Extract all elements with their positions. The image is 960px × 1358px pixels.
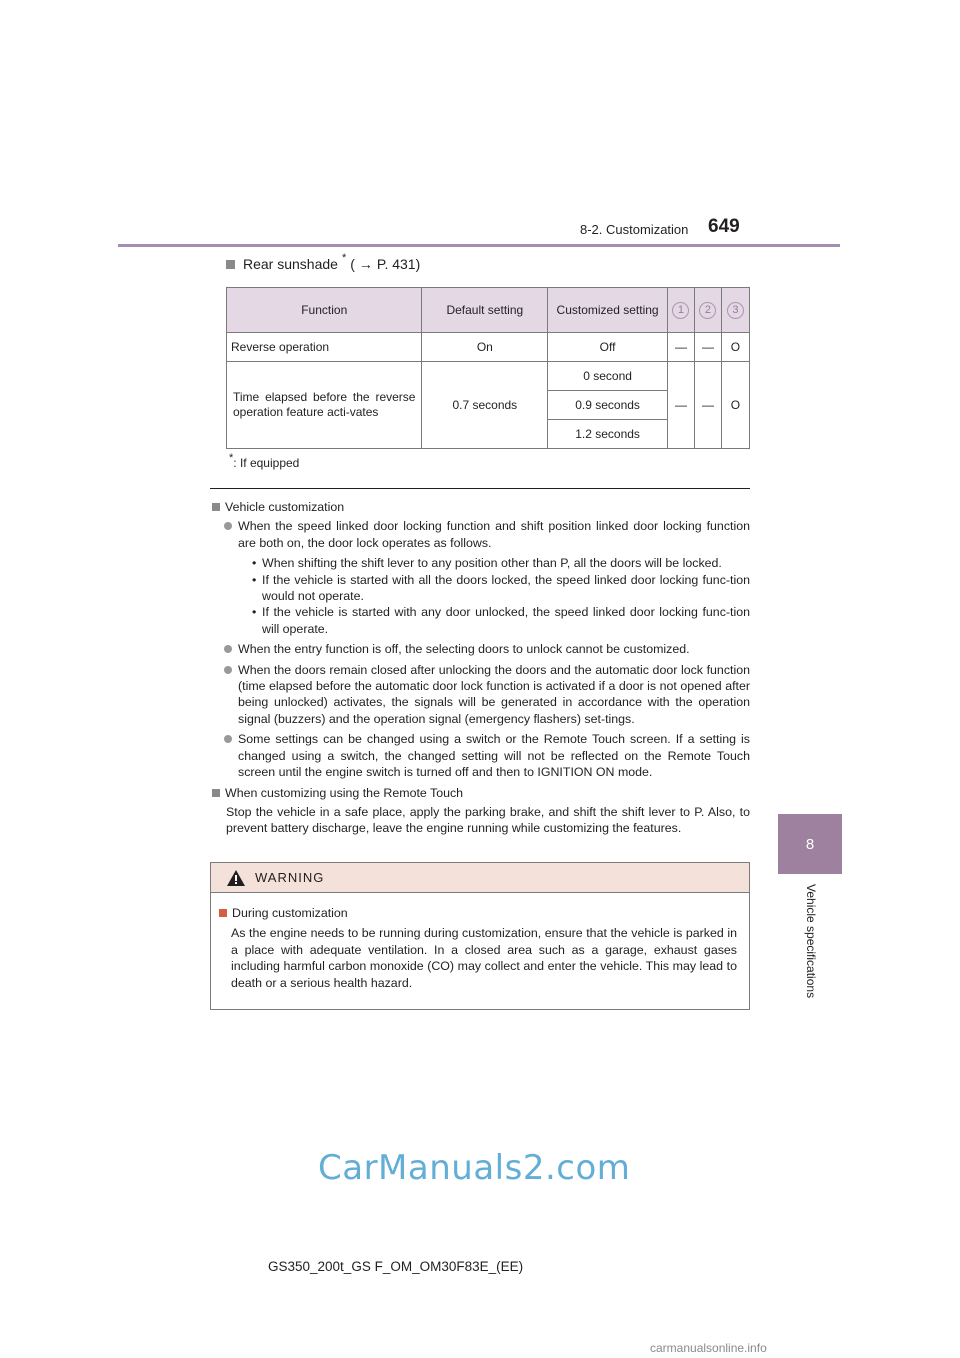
sub-bullet-icon: • [252, 605, 257, 620]
bullet-text: Some settings can be changed using a switch or the Remote Touch screen. If a setting is changed using a switch, the changed setting will not be reflected on the Remote Touch screen until the engine switch is turned off and then to IGNITION ON mode. [238, 732, 750, 780]
cell-default: 0.7 seconds [422, 362, 548, 449]
header-col-2 [694, 288, 721, 333]
cell-c3: O [721, 333, 749, 362]
rear-sunshade-heading [226, 252, 421, 272]
sub-bullet-icon: • [252, 556, 257, 571]
note-heading [212, 499, 750, 515]
rear-sunshade-title: Rear sunshade [243, 256, 338, 272]
bullet-icon [224, 522, 232, 530]
remote-touch-text: Stop the vehicle in a safe place, apply the parking brake, and shift the shift lever to P. Also, to prevent battery discharge, leave the engine running while customizing the features. [226, 804, 750, 836]
cell-customized: 1.2 seconds [548, 420, 668, 449]
vehicle-customization-title: Vehicle customization [225, 500, 345, 514]
cell-c1: — [667, 333, 694, 362]
list-item [212, 641, 750, 657]
header-col-3 [721, 288, 749, 333]
document-code: GS350_200t_GS F_OM_OM30F83E_(EE) [268, 1259, 524, 1274]
warning-text: As the engine needs to be running during customization, ensure that the vehicle is parked in a place with adequate ventilation. In a closed area such as a garage, exhaust gases including harmful carbon monoxide (CO) may collect and enter the vehicle. This may lead to death or a serious health hazard. [231, 926, 737, 990]
list-item [212, 662, 750, 728]
cell-customized: 0.9 seconds [548, 391, 668, 420]
bullet-text: When the speed linked door locking function and shift position linked door locking function are both on, the door lock operates as follows. [238, 519, 750, 550]
sub-item-text: If the vehicle is started with all the doors locked, the speed linked door locking func-tion would not operate. [262, 572, 750, 604]
circled-3-icon: 3 [727, 302, 744, 319]
warning-label: WARNING [255, 870, 325, 885]
cell-c2: — [694, 333, 721, 362]
sub-item [212, 572, 750, 605]
warning-body [211, 893, 749, 991]
table-row [227, 362, 750, 391]
bullet-text: When the entry function is off, the selecting doors to unlock cannot be customized. [238, 642, 690, 657]
note-heading [212, 785, 750, 801]
bullet-icon [224, 735, 232, 743]
rear-sunshade-table [226, 287, 750, 449]
cell-customized: 0 second [548, 362, 668, 391]
table-header-row [227, 288, 750, 333]
square-bullet-icon [212, 503, 220, 511]
watermark-bottom: carmanualsonline.info [650, 1341, 767, 1355]
chapter-label: Vehicle specifications [804, 884, 818, 999]
cell-default: On [422, 333, 548, 362]
footnote-text: : If equipped [233, 456, 300, 470]
warning-triangle-icon [227, 870, 245, 886]
page-number: 649 [708, 216, 740, 237]
sub-item [212, 604, 750, 637]
remote-touch-title: When customizing using the Remote Touch [225, 785, 464, 800]
bullet-icon [224, 666, 232, 674]
square-bullet-icon [219, 909, 227, 917]
warning-box [210, 862, 750, 1010]
header-default: Default setting [422, 288, 548, 333]
cell-c1: — [667, 362, 694, 449]
cell-c2: — [694, 362, 721, 449]
square-bullet-icon [226, 260, 235, 269]
list-item [212, 518, 750, 551]
warning-title: During customization [232, 906, 348, 920]
header-function: Function [227, 288, 422, 333]
arrow-icon: → [358, 256, 373, 272]
circled-2-icon: 2 [699, 302, 716, 319]
divider [210, 488, 750, 489]
section-title: 8-2. Customization [580, 222, 689, 237]
warning-header [211, 863, 749, 893]
table-row [227, 333, 750, 362]
warning-title-row [219, 905, 737, 921]
header-customized: Customized setting [548, 288, 668, 333]
circled-1-icon: 1 [672, 302, 689, 319]
cell-customized: Off [548, 333, 668, 362]
header-col-1 [667, 288, 694, 333]
footnote-asterisk: * [229, 452, 234, 464]
sub-item-text: If the vehicle is started with any door unlocked, the speed linked door locking func-tion will operate. [262, 605, 750, 636]
sub-item-text: When shifting the shift lever to any position other than P, all the doors will be locked. [262, 556, 722, 571]
list-item [212, 731, 750, 780]
bullet-text: When the doors remain closed after unlocking the doors and the automatic door lock function (time elapsed before the automatic door lock function is activated if a door is not opened after being unlocked) activates, the signals will be generated in accordance with the operation signal (buzzers) and the operation signal (emergency flashers) set-tings. [238, 662, 750, 726]
header-rule [118, 244, 840, 247]
asterisk-mark: * [341, 252, 347, 264]
sub-bullet-icon: • [252, 572, 257, 587]
square-bullet-icon [212, 789, 220, 797]
cell-function: Reverse operation [227, 333, 422, 362]
sub-item [212, 555, 750, 571]
ref-open: ( [350, 256, 355, 272]
cell-function: Time elapsed before the reverse operation feature acti-vates [227, 362, 422, 449]
page-reference-link[interactable]: P. 431) [376, 256, 421, 272]
watermark-logo: CarManuals2.com [318, 1148, 631, 1188]
cell-c3: O [721, 362, 749, 449]
footnote [229, 452, 300, 470]
bullet-icon [224, 645, 232, 653]
chapter-tab[interactable]: 8 [778, 814, 842, 874]
notes-section [212, 499, 750, 837]
